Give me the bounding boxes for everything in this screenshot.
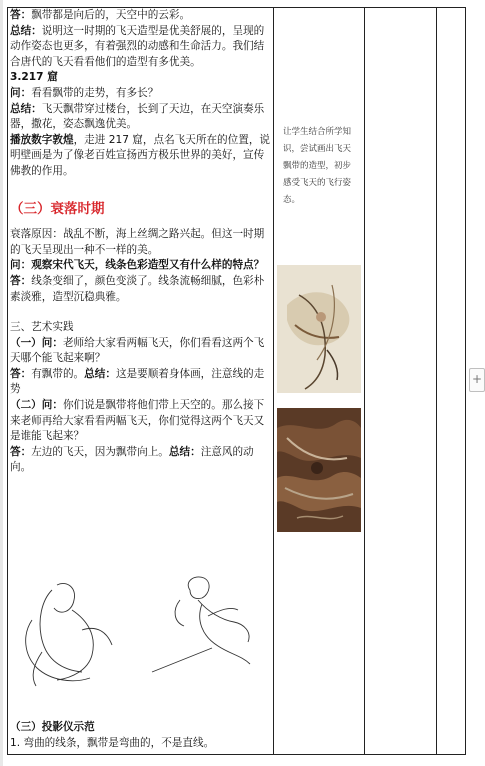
paragraph: 答：有飘带的。总结：这是要顺着身体画，注意线的走势 (10, 367, 265, 396)
paragraph: 总结：说明这一时期的飞天造型是优美舒展的，呈现的动作姿态也更多，有着强烈的动感和生命活力。我们结合唐代的飞天看看他们的造型有多优美。 (10, 24, 265, 68)
paragraph: 答：左边的飞天，因为飘带向上。总结：注意风的动向。 (10, 445, 254, 474)
cave-heading: 3.217 窟 (10, 71, 58, 84)
paragraph: （一）问：老师给大家看两幅飞天，你们看看这两个飞天哪个能飞起来啊？ (10, 336, 265, 365)
paragraph: 答：飘带都是向后的，天空中的云彩。 (10, 9, 191, 21)
column-divider (436, 7, 437, 755)
column-divider (273, 7, 274, 755)
paragraph: 衰落原因：战乱不断，海上丝绸之路兴起。但这一时期的飞天呈现出一种不一样的美。 (10, 228, 265, 256)
paragraph: （二）问：你们说是飘带将他们带上天空的。那么接下来老师再给大家看看两幅飞天，你们觉得这两个飞天又是谁能飞起来？ (10, 399, 265, 443)
leg-stroke (152, 648, 212, 672)
teaching-process-column (10, 8, 273, 476)
paragraph: 问：观察宋代飞天，线条色彩造型又有什么样的特点？ (10, 259, 265, 272)
body-stroke (57, 610, 93, 680)
head-stroke (54, 583, 75, 612)
page-edge (0, 0, 3, 766)
arm-stroke (208, 608, 238, 616)
paragraph: 问：看看飘带的走势，有多长？ (10, 86, 159, 99)
add-column-button[interactable]: + (469, 368, 485, 392)
demo-section (10, 720, 273, 751)
head-stroke (188, 577, 209, 599)
leg-stroke (200, 604, 250, 664)
flying-apsara-sketches (12, 560, 270, 690)
arm-stroke (82, 628, 112, 645)
design-intent-note: 让学生结合所学知识，尝试画出飞天飘带的造型，初步感受飞天的飞行姿态。 (283, 127, 352, 205)
paragraph: 1. 弯曲的线条，飘带是弯曲的，不是直线。 (10, 736, 215, 749)
ribbon-stroke (40, 590, 82, 672)
paragraph: 总结：飞天飘带穿过楼台，长到了天边，在天空演奏乐器，撒花，姿态飘逸优美。 (10, 102, 265, 131)
subsection-heading: 三、艺术实践 (10, 321, 74, 334)
tang-apsara-mural (277, 408, 361, 532)
column-divider (364, 7, 365, 755)
song-apsara-painting (277, 265, 361, 393)
paragraph: 答：线条变细了，颜色变淡了。线条流畅细腻，色彩朴素淡雅，造型沉稳典雅。 (10, 274, 265, 303)
section-title: （三）衰落时期 (10, 200, 105, 217)
body-stroke (198, 600, 249, 642)
paragraph: 播放数字敦煌，走进 217 窟，点名飞天所在的位置，说明壁画是为了像老百姓宣扬西方极乐世界的美好，宣传佛教的作用。 (10, 133, 271, 177)
subsection-heading: （三）投影仪示范 (10, 721, 95, 733)
arm-stroke (175, 600, 184, 626)
